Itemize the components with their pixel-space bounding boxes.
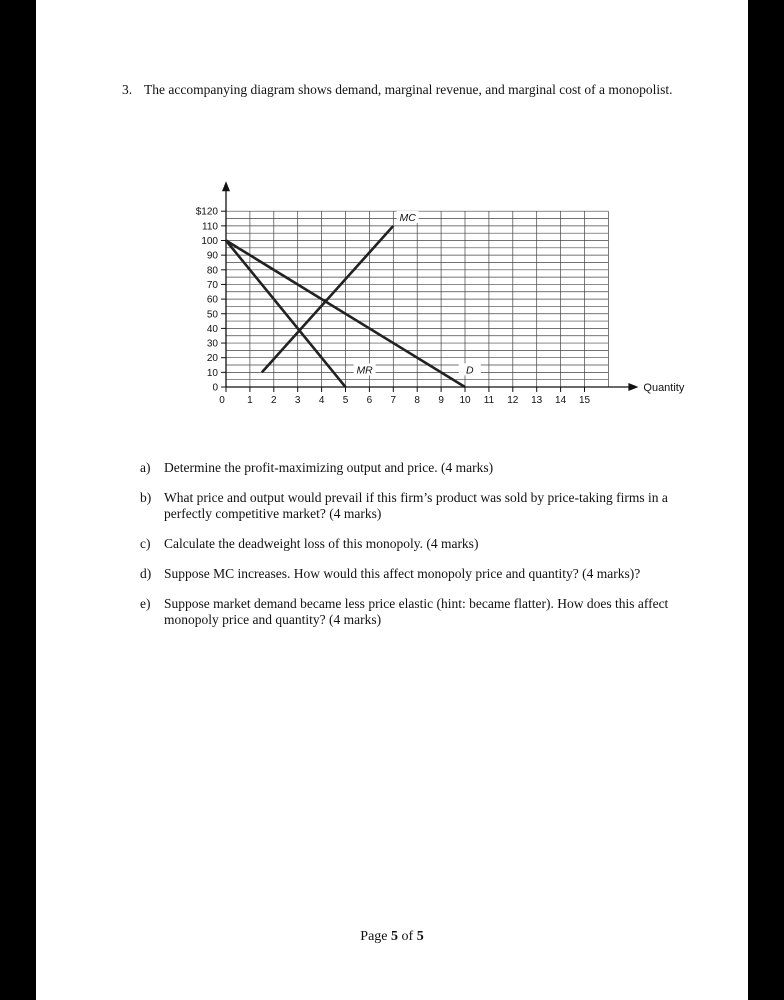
y-tick-label: 100 bbox=[201, 236, 218, 247]
y-tick-label: 60 bbox=[206, 294, 218, 306]
x-tick-label: 5 bbox=[342, 395, 349, 406]
x-tick-label: 9 bbox=[438, 395, 444, 406]
y-tick-label: 40 bbox=[206, 323, 218, 335]
y-axis-arrow bbox=[222, 181, 230, 191]
x-tick-label: 10 bbox=[459, 395, 471, 406]
question-part bbox=[140, 596, 700, 628]
x-tick-label: 1 bbox=[247, 395, 253, 406]
y-tick-label: 30 bbox=[206, 338, 218, 350]
y-tick-label: 110 bbox=[202, 221, 218, 233]
question-text: The accompanying diagram shows demand, marginal revenue, and marginal cost of a monopolist. bbox=[144, 82, 673, 97]
x-tick-label: 13 bbox=[531, 395, 543, 406]
y-tick-label: 90 bbox=[206, 250, 218, 262]
y-tick-label: 70 bbox=[206, 279, 218, 291]
y-tick-label: 10 bbox=[206, 367, 218, 379]
question-part bbox=[140, 490, 700, 522]
curve-label: D bbox=[465, 364, 474, 377]
x-tick-label: 11 bbox=[483, 395, 495, 406]
x-tick-label: 14 bbox=[555, 395, 567, 406]
part-text: What price and output would prevail if this firm’s product was sold by price-taking firms in a perfectly competitive market? (4 marks) bbox=[164, 490, 668, 521]
curve-label: MR bbox=[356, 364, 373, 377]
y-tick-labels bbox=[196, 207, 226, 394]
x-tick-label: 8 bbox=[414, 395, 420, 406]
question-part bbox=[140, 460, 700, 476]
curve-label: MC bbox=[399, 211, 416, 224]
part-label: e) bbox=[140, 596, 151, 611]
y-tick-label: $120 bbox=[195, 206, 218, 218]
chart-grid bbox=[226, 211, 608, 387]
total-pages: 5 bbox=[416, 929, 424, 944]
question-parts bbox=[140, 460, 700, 642]
current-page: 5 bbox=[391, 929, 399, 944]
part-text: Determine the profit-maximizing output and price. (4 marks) bbox=[164, 460, 494, 475]
x-tick-label: 15 bbox=[578, 395, 591, 406]
x-tick-label: 3 bbox=[294, 395, 301, 406]
footer-prefix: Page bbox=[360, 929, 392, 944]
y-tick-label: 80 bbox=[206, 265, 218, 277]
chart-axes bbox=[222, 181, 638, 391]
x-tick-label: 2 bbox=[271, 395, 277, 406]
y-tick-label: 0 bbox=[212, 382, 218, 394]
part-label: d) bbox=[140, 566, 152, 581]
x-tick-label: 7 bbox=[390, 395, 397, 406]
x-tick-label: 12 bbox=[507, 395, 519, 406]
part-label: a) bbox=[140, 460, 151, 475]
part-label: c) bbox=[140, 536, 151, 551]
part-text: Calculate the deadweight loss of this monopoly. (4 marks) bbox=[164, 536, 479, 551]
x-axis-arrow bbox=[628, 383, 638, 391]
part-label: b) bbox=[140, 490, 152, 505]
x-tick-labels bbox=[219, 387, 590, 406]
x-tick-label: 0 bbox=[219, 395, 225, 406]
page-footer bbox=[36, 929, 748, 945]
x-axis-label: Quantity bbox=[643, 382, 685, 394]
x-tick-label: 6 bbox=[366, 395, 373, 406]
document-page bbox=[36, 0, 748, 1000]
footer-middle: of bbox=[398, 929, 417, 944]
economics-chart bbox=[142, 148, 685, 410]
part-text: Suppose MC increases. How would this affect monopoly price and quantity? (4 marks)? bbox=[164, 566, 641, 581]
question-part bbox=[140, 566, 700, 582]
question-number: 3. bbox=[122, 82, 133, 97]
question-part bbox=[140, 536, 700, 552]
y-tick-label: 20 bbox=[206, 353, 218, 365]
x-tick-label: 4 bbox=[318, 395, 325, 406]
part-text: Suppose market demand became less price elastic (hint: became flatter). How does this affect monopoly price and quantity? (4 marks) bbox=[164, 596, 669, 627]
y-tick-label: 50 bbox=[206, 309, 218, 321]
